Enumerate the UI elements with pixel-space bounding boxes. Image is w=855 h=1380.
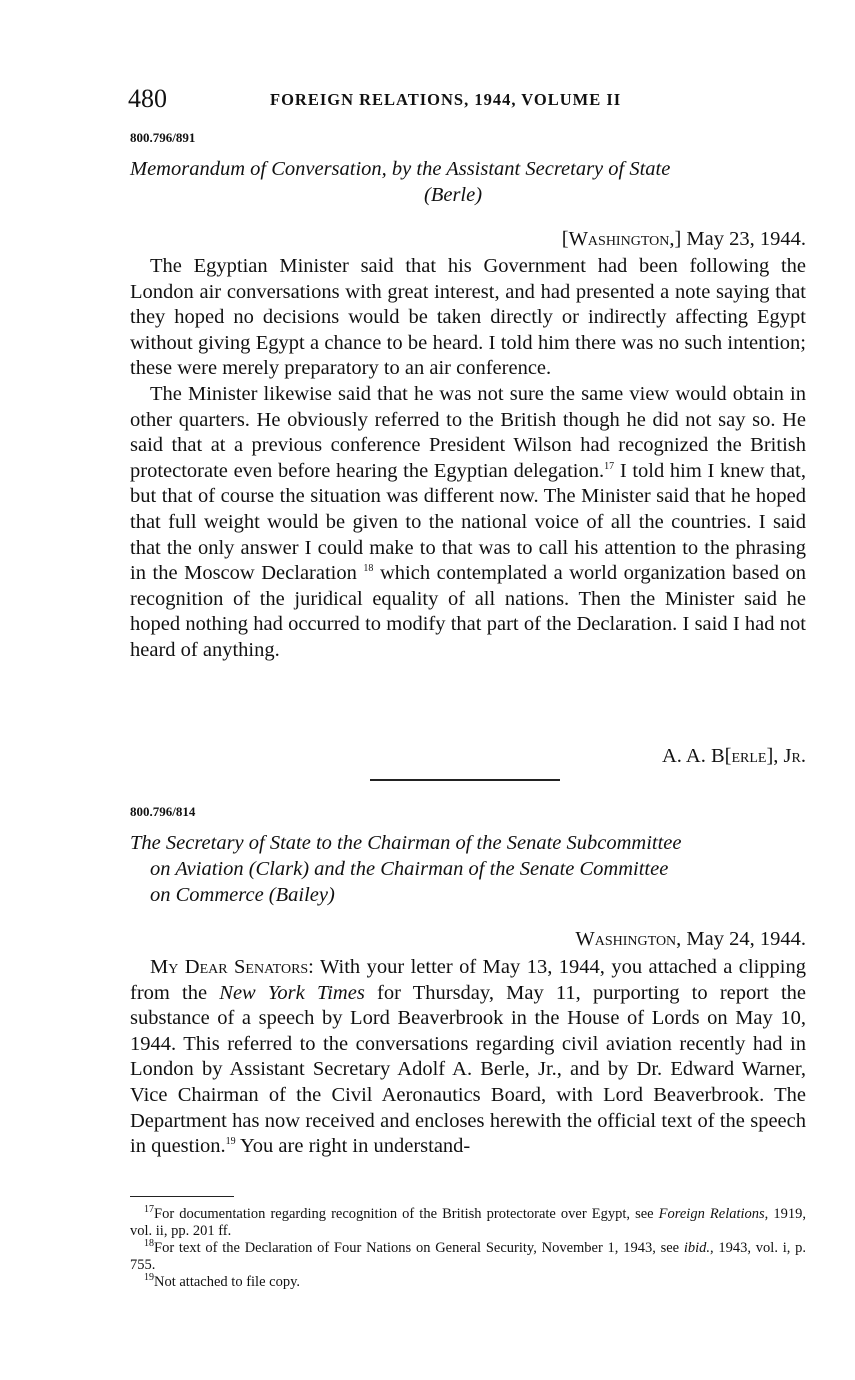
doc1-title-line1: Memorandum of Conversation, by the Assistant Secretary of State bbox=[130, 158, 671, 180]
footnote-text: Not attached to file copy. bbox=[154, 1274, 301, 1290]
signature-initials: A. A. B bbox=[662, 745, 725, 767]
footnote-17 bbox=[130, 1206, 806, 1240]
section-divider bbox=[370, 779, 560, 781]
page-number: 480 bbox=[128, 84, 167, 113]
doc2-title-line3: on Commerce (Bailey) bbox=[150, 884, 335, 906]
doc2-paragraph bbox=[130, 955, 806, 1160]
footnotes bbox=[130, 1206, 806, 1291]
doc1-date-city: [Washington,] bbox=[561, 228, 682, 250]
footnote-ref-17: 17 bbox=[604, 460, 615, 472]
doc1-signature bbox=[662, 745, 806, 768]
salutation: My Dear Senators: bbox=[150, 956, 314, 978]
doc2-text-b: for Thursday, May 11, purporting to report the substance of a speech by Lord Beaverbrook in the House of Lords on May 10, 1944. This referred to the conversations regarding civil aviation recently had in London by Assistant Secretary Adolf A. Berle, Jr., and by Dr. Edward Warner, Vice Chairman of the Civil Aeronautics Board, with Lord Beaverbrook. The Department has now received and encloses herewith the official text of the speech in question. bbox=[130, 981, 806, 1158]
doc1-body bbox=[130, 254, 806, 664]
doc1-para2-text-a: The Minister likewise said that he was not sure the same view would obtain in other quarters. He obviously referred to the British though he did not say so. He said that at a previous conference President Wilson had recognized the British protectorate even before hearing the Egyptian delegation. bbox=[130, 382, 806, 482]
newspaper-title: New York Times bbox=[219, 981, 365, 1004]
footnote-ref-18: 18 bbox=[363, 563, 374, 575]
running-title: FOREIGN RELATIONS, 1944, VOLUME II bbox=[270, 90, 622, 109]
footnote-ref-19: 19 bbox=[225, 1136, 236, 1148]
footnote-number: 17 bbox=[144, 1204, 154, 1216]
doc2-dateline bbox=[575, 928, 806, 951]
doc1-dateline bbox=[562, 228, 806, 251]
doc2-file-number: 800.796/814 bbox=[130, 804, 196, 819]
footnote-divider bbox=[130, 1196, 234, 1197]
signature-name: [erle], Jr. bbox=[724, 745, 806, 767]
doc1-paragraph-2 bbox=[130, 382, 806, 664]
doc2-text-a: With your letter of May 13, 1944, you attached a clipping from the bbox=[130, 956, 806, 1004]
doc2-text-c: You are right in understand- bbox=[235, 1135, 471, 1158]
footnote-italic: Foreign Relations bbox=[658, 1206, 765, 1222]
doc2-date: May 24, 1944. bbox=[686, 928, 806, 950]
doc2-date-city: Washington, bbox=[575, 928, 682, 950]
doc1-date: May 23, 1944. bbox=[686, 228, 806, 250]
doc1-para2-text-b: I told him I knew that, but that of course the situation was different now. The Minister said that he hoped that full weight would be given to the national voice of all the countries. I said that the only answer I could make to that was to call his attention to the phrasing in the Moscow Declaration bbox=[130, 459, 806, 585]
footnote-text-end: , 1943, vol. i, p. 755. bbox=[130, 1240, 806, 1273]
footnote-number: 18 bbox=[144, 1238, 154, 1250]
footnote-text: For documentation regarding recognition of the British protectorate over Egypt, see bbox=[154, 1206, 659, 1222]
doc1-title-line2: (Berle) bbox=[424, 184, 483, 206]
doc2-body bbox=[130, 955, 806, 1160]
doc2-title-line2: on Aviation (Clark) and the Chairman of the Senate Committee bbox=[150, 858, 669, 880]
footnote-text-end: , 1919, vol. ii, pp. 201 ff. bbox=[130, 1206, 806, 1239]
footnote-text: For text of the Declaration of Four Nations on General Security, November 1, 1943, see bbox=[154, 1240, 684, 1256]
footnote-italic: ibid. bbox=[683, 1240, 711, 1256]
doc1-file-number: 800.796/891 bbox=[130, 130, 196, 145]
doc1-paragraph-1: The Egyptian Minister said that his Government had been following the London air conversations with great interest, and had presented a note saying that they hoped no decisions would be taken directly or indirectly affecting Egypt without giving Egypt a chance to be heard. I told him there was no such intention; these were merely preparatory to an air conference. bbox=[130, 255, 806, 380]
page-header bbox=[128, 84, 806, 114]
doc2-title-line1: The Secretary of State to the Chairman of the Senate Subcommittee bbox=[130, 832, 682, 854]
footnote-number: 19 bbox=[144, 1272, 154, 1284]
doc1-para2-text-c: which contemplated a world organization based on recognition of the juridical equality of all nations. Then the Minister said he hoped nothing had occurred to modify that part of the Declaration. I said I had not heard of anything. bbox=[130, 562, 806, 661]
footnote-19 bbox=[130, 1274, 806, 1291]
footnote-18 bbox=[130, 1240, 806, 1274]
